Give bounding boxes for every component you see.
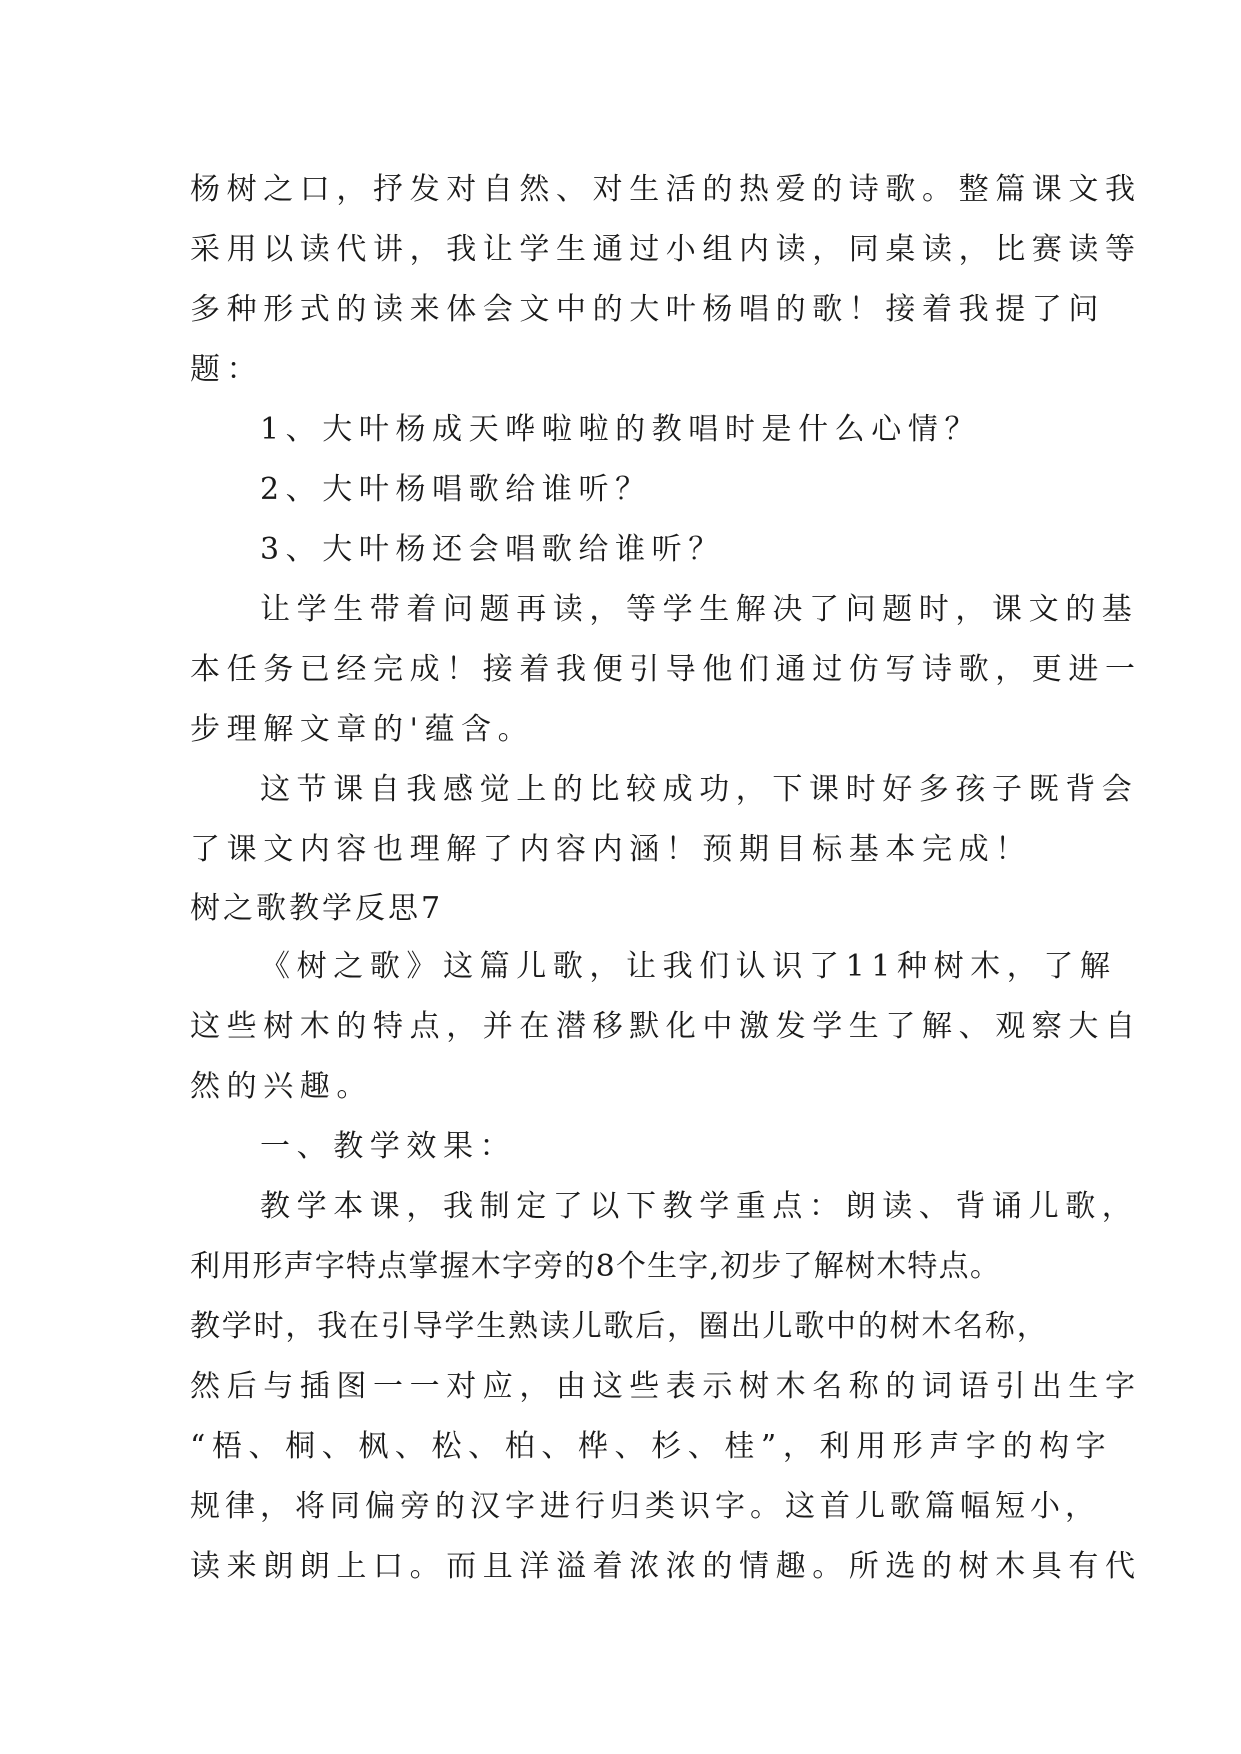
paragraph-line: 然的兴趣。 — [190, 1069, 373, 1104]
document-page — [190, 160, 1142, 1597]
paragraph-line: 让学生带着问题再读，等学生解决了问题时，课文的基 — [260, 592, 1139, 627]
paragraph-line: 教学本课，我制定了以下教学重点：朗读、背诵儿歌， — [260, 1189, 1139, 1224]
question-item: 3、大叶杨还会唱歌给谁听？ — [260, 532, 725, 567]
paragraph-line: 利用形声字特点掌握木字旁的8个生字,初步了解树木特点。 — [190, 1249, 1002, 1284]
paragraph-line: 这些树木的特点，并在潜移默化中激发学生了解、观察大自 — [190, 1009, 1142, 1044]
paragraph-line: 本任务已经完成！接着我便引导他们通过仿写诗歌，更进一 — [190, 652, 1142, 687]
paragraph-line: 了课文内容也理解了内容内涵！预期目标基本完成！ — [190, 832, 1032, 867]
question-item: 1、大叶杨成天哗啦啦的教唱时是什么心情？ — [260, 412, 982, 447]
paragraph-line: 采用以读代讲，我让学生通过小组内读，同桌读，比赛读等 — [190, 232, 1142, 267]
paragraph-line: 规律，将同偏旁的汉字进行归类识字。这首儿歌篇幅短小， — [190, 1489, 1100, 1524]
paragraph-line: 步理解文章的'蕴含。 — [190, 712, 535, 747]
paragraph-line: 然后与插图一一对应，由这些表示树木名称的词语引出生字 — [190, 1369, 1142, 1404]
paragraph-line: “梧、桐、枫、松、柏、桦、杉、桂”，利用形声字的构字 — [190, 1429, 1113, 1464]
subsection-heading: 一、教学效果： — [260, 1129, 517, 1164]
paragraph-line: 这节课自我感觉上的比较成功，下课时好多孩子既背会 — [260, 772, 1139, 807]
paragraph-line: 多种形式的读来体会文中的大叶杨唱的歌！接着我提了问 — [190, 292, 1105, 327]
paragraph-line: 教学时，我在引导学生熟读儿歌后，圈出儿歌中的树木名称， — [190, 1309, 1049, 1344]
paragraph-line: 《树之歌》这篇儿歌，让我们认识了11种树木，了解 — [260, 949, 1117, 984]
paragraph-line: 题： — [190, 352, 264, 387]
section-heading: 树之歌教学反思7 — [190, 891, 444, 926]
paragraph-line: 读来朗朗上口。而且洋溢着浓浓的情趣。所选的树木具有代 — [190, 1549, 1142, 1584]
question-item: 2、大叶杨唱歌给谁听？ — [260, 472, 652, 507]
paragraph-line: 杨树之口，抒发对自然、对生活的热爱的诗歌。整篇课文我 — [190, 172, 1142, 207]
